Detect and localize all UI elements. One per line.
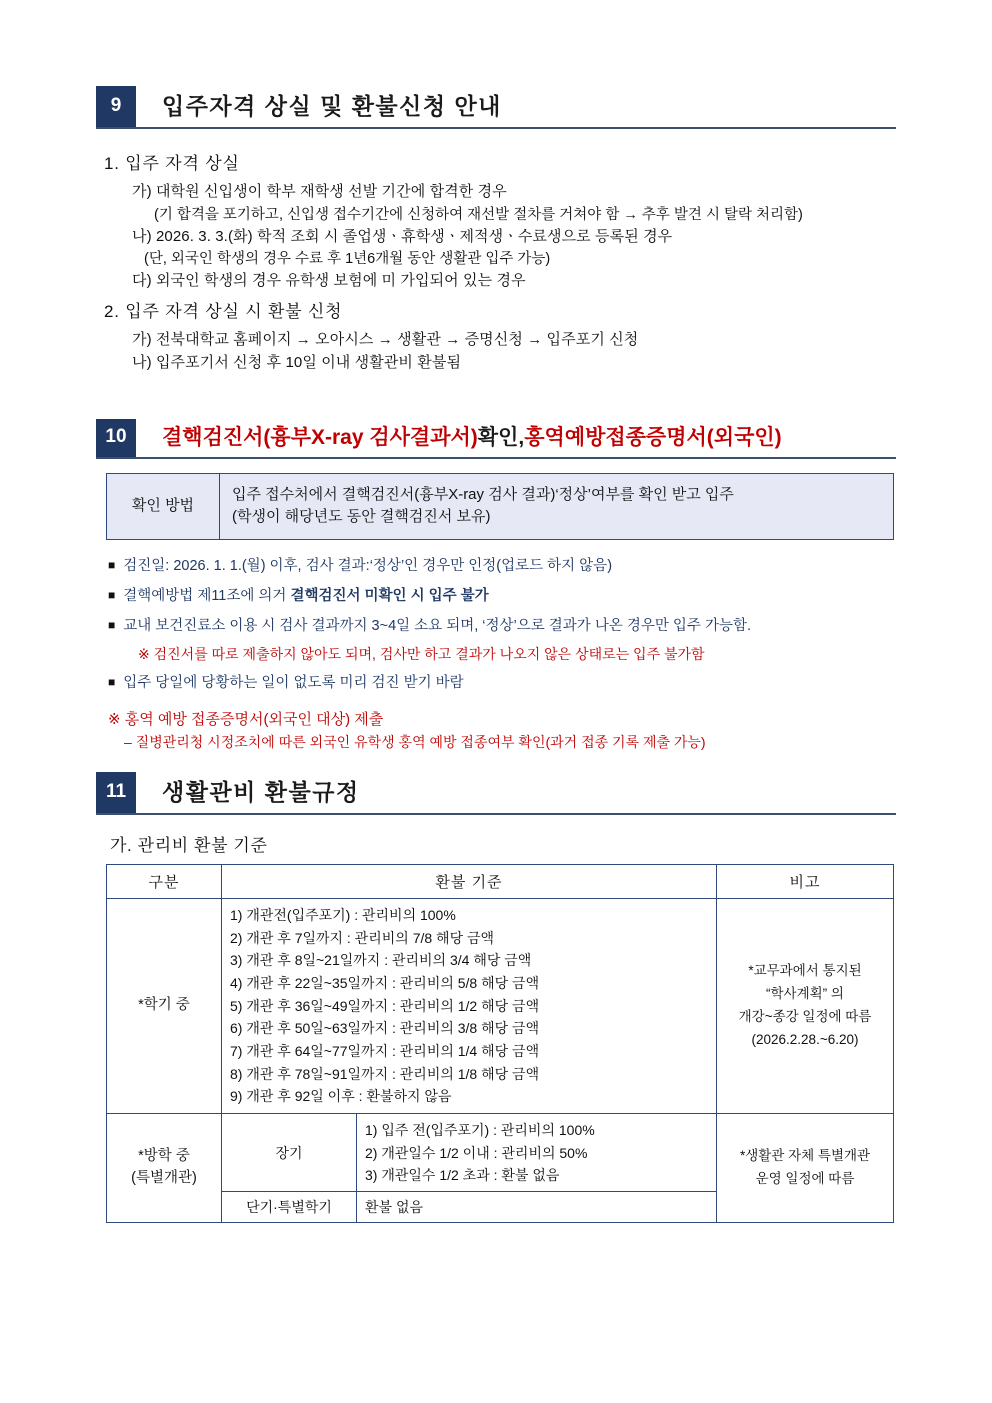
criteria-line: 4) 개관 후 22일~35일까지 : 관리비의 5/8 해당 금액: [230, 975, 540, 992]
measles-certificate-note: – 질병관리청 시정조치에 따른 외국인 유학생 홍역 예방 접종여부 확인(과거 접종 기록 제출 가능): [124, 734, 706, 751]
s9-item-2-title: 2. 입주 자격 상실 시 환불 신청: [104, 302, 343, 322]
criteria-line: 6) 개관 후 50일~63일까지 : 관리비의 3/8 해당 금액: [230, 1020, 540, 1037]
list-item: [108, 673, 896, 694]
square-bullet-icon: ■: [108, 557, 116, 572]
section-11-subtitle: 가. 관리비 환불 기준: [110, 836, 268, 856]
row-semester-label: *학기 중: [107, 899, 222, 1114]
s9-item-1a: 가) 대학원 신입생이 학부 재학생 선발 기간에 합격한 경우: [132, 182, 507, 200]
section-11-title: 생활관비 환불규정: [162, 779, 360, 806]
list-item: [108, 586, 896, 607]
square-bullet-icon: ■: [108, 587, 116, 602]
section-10-title-part1: 결핵검진서(흉부X-ray 검사결과서): [162, 425, 478, 449]
square-bullet-icon: ■: [108, 617, 116, 632]
row-vacation-label: [107, 1114, 222, 1223]
bullet-text-plain: 결핵예방법 제11조에 의거: [123, 587, 291, 604]
criteria-line: 1) 개관전(입주포기) : 관리비의 100%: [230, 907, 456, 924]
table-row: [107, 1114, 894, 1192]
s9-item-1-title: 1. 입주 자격 상실: [104, 154, 240, 173]
section-10-header: [96, 419, 896, 459]
criteria-line: 9) 개관 후 92일 이후 : 환불하지 않음: [230, 1088, 452, 1105]
note-line: *교무과에서 통지된: [748, 963, 862, 979]
table-row: [107, 899, 894, 1114]
s9-item-1a-note: (기 합격을 포기하고, 신입생 접수기간에 신청하여 재선발 절차를 거쳐야 함 → 추후 발견 시 탈락 처리함): [154, 206, 803, 223]
row-vacation-note: [717, 1114, 894, 1223]
section-9-header: [96, 86, 896, 129]
list-item: [108, 616, 896, 637]
bullet-text: 검진일: 2026. 1. 1.(월) 이후, 검사 결과:‘정상’인 경우만 인정(업로드 하지 않음): [123, 557, 613, 574]
confirm-method-table: [106, 473, 894, 540]
table-body: [107, 899, 894, 1223]
note-line: *생활관 자체 특별개관: [739, 1148, 871, 1164]
s9-item-1c: 다) 외국인 학생의 경우 유학생 보험에 미 가입되어 있는 경우: [132, 272, 526, 290]
row-semester-note: [717, 899, 894, 1114]
section-10-number: 10: [96, 419, 136, 457]
criteria-line: 3) 개관일수 1/2 초과 : 환불 없음: [365, 1166, 560, 1183]
s9-item-2b: 나) 입주포기서 신청 후 10일 이내 생활관비 환불됨: [132, 353, 462, 371]
criteria-line: 5) 개관 후 36일~49일까지 : 관리비의 1/2 해당 금액: [230, 997, 540, 1014]
section-10-title: [136, 419, 896, 457]
measles-certificate-heading: ※ 홍역 예방 접종증명서(외국인 대상) 제출: [108, 711, 384, 729]
table-row: [107, 473, 894, 539]
criteria-line: 2) 개관 후 7일까지 : 관리비의 7/8 해당 금액: [230, 929, 495, 946]
section-9-number: 9: [96, 86, 136, 127]
note-line: “학사계획” 의: [766, 986, 844, 1002]
confirm-method-label: 확인 방법: [107, 473, 220, 539]
vacation-label-line-1: *방학 중: [138, 1148, 190, 1165]
bullet-note-red: ※ 검진서를 따로 제출하지 않아도 되며, 검사만 하고 결과가 나오지 않은 상태로는 입주 불가함: [138, 645, 705, 662]
header-criteria: 환불 기준: [222, 865, 717, 899]
vacation-label-line-2: (특별개관): [131, 1170, 197, 1187]
row-vacation-shortterm-label: 단기·특별학기: [222, 1192, 357, 1223]
criteria-line: 3) 개관 후 8일~21일까지 : 관리비의 3/4 해당 금액: [230, 952, 532, 969]
section-10-title-part3: 홍역예방접종증명서(외국인): [524, 425, 782, 449]
criteria-line: 1) 입주 전(입주포기) : 관리비의 100%: [365, 1122, 595, 1139]
section-11-header: [96, 772, 896, 815]
row-vacation-longterm-label: 장기: [222, 1114, 357, 1192]
s9-item-1b: 나) 2026. 3. 3.(화) 학적 조회 시 졸업생ㆍ휴학생ㆍ제적생ㆍ수료생으로 등록된 경우: [132, 227, 673, 245]
section-10-title-part2: 확인,: [477, 425, 525, 449]
refund-criteria-table: [106, 864, 894, 1223]
note-line: 운영 일정에 따름: [755, 1171, 855, 1187]
bullet-text: 입주 당일에 당황하는 일이 없도록 미리 검진 받기 바람: [123, 675, 464, 692]
bullet-text: [123, 586, 488, 607]
s9-item-1b-note: (단, 외국인 학생의 경우 수료 후 1년6개월 동안 생활관 입주 가능): [144, 251, 551, 268]
header-bigo: 비고: [717, 865, 894, 899]
section-11-number: 11: [96, 772, 136, 813]
criteria-line: 8) 개관 후 78일~91일까지 : 관리비의 1/8 해당 금액: [230, 1065, 540, 1082]
confirm-text-line-2: (학생이 해당년도 동안 결핵검진서 보유): [232, 508, 491, 526]
list-item: [108, 556, 896, 577]
row-vacation-shortterm-criteria: 환불 없음: [357, 1192, 717, 1223]
row-vacation-longterm-criteria: [357, 1114, 717, 1192]
section-9-body: [96, 151, 896, 375]
s9-item-2a: 가) 전북대학교 홈페이지 → 오아시스 → 생활관 → 증명신청 → 입주포기 신청: [132, 331, 639, 349]
criteria-line: 2) 개관일수 1/2 이내 : 관리비의 50%: [365, 1144, 588, 1161]
criteria-line: 7) 개관 후 64일~77일까지 : 관리비의 1/4 해당 금액: [230, 1043, 540, 1060]
bullet-text: 교내 보건진료소 이용 시 검사 결과까지 3~4일 소요 되며, ‘정상’으로 결과가 나온 경우만 입주 가능함.: [123, 617, 752, 634]
confirm-method-text: [220, 473, 894, 539]
row-semester-criteria: [222, 899, 717, 1114]
section-10-bullet-list: [108, 556, 896, 694]
note-line: (2026.2.28.~6.20): [751, 1032, 859, 1048]
bullet-text-bold: 결핵검진서 미확인 시 입주 불가: [290, 587, 489, 604]
note-line: 개강~종강 일정에 따름: [738, 1009, 872, 1025]
confirm-text-line-1: 입주 접수처에서 결핵검진서(흉부X-ray 검사 결과)‘정상’여부를 확인 받고 입주: [232, 485, 734, 503]
table-row: [107, 865, 894, 899]
section-10-body: [96, 473, 896, 752]
square-bullet-icon: ■: [108, 675, 116, 690]
table-header: [107, 865, 894, 899]
section-9-title: 입주자격 상실 및 환불신청 안내: [162, 93, 502, 119]
header-gubun: 구분: [107, 865, 222, 899]
